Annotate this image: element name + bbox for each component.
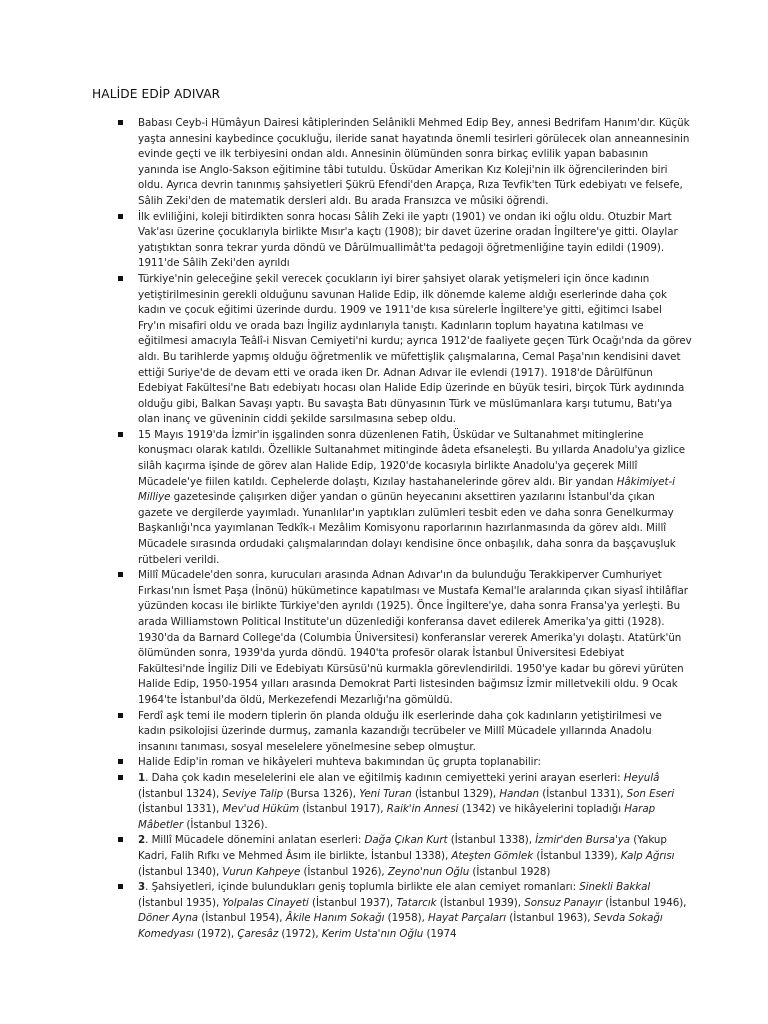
paragraph-text [138,428,692,568]
text-run: (1972), [193,927,238,940]
text-run: . Millî Mücadele dönemini anlatan eserleri: [145,834,365,847]
text-run: (İstanbul 1937), [308,896,397,909]
italic-title-text: Sonsuz Panayır [524,896,602,909]
document-title: HALİDE EDİP ADIVAR [92,87,221,101]
text-run: (İstanbul 1917), [299,803,387,816]
square-bullet-icon [118,432,123,437]
bullet-item [92,568,692,708]
bullet-list [92,116,692,942]
square-bullet-icon [118,884,123,889]
paragraph-text [138,272,692,428]
bullet-item [92,210,692,272]
square-bullet-icon [118,713,123,718]
text-run: (Bursa 1326), [283,787,360,800]
paragraph-text [138,833,692,880]
italic-title-text: Kalp Ağrısı [620,849,675,862]
text-run: (İstanbul 1963), [506,912,594,925]
text-run: Babası Ceyb-i Hümâyun Dairesi kâtiplerinden Selânikli Mehmed Edip Bey, annesi Bedrifam Hanım'dır. Küçük yaşta annesini kaybedince çocukluğu, ileride sanat hayatında önemli tesirleri görülecek olan anneannesinin evinde geçti ve ilk terbiyesini ondan aldı. Annesinin ölümünden sonra birkaç evlilik yapan babasının yanında ise Anglo-Sakson eğitimine tâbi tutuldu. Üsküdar Amerikan Kız Koleji'nin ilk öğrencilerinden biri oldu. Ayrıca devrin tanınmış şahsiyetleri Şükrü Efendi'den Arapça, Rıza Tevfik'ten Türk edebiyatı ve felsefe, Sâlih Zeki'den de matematik dersleri aldı. Bu arada Fransızca ve mûsiki öğrendi. [138,117,690,207]
text-run: (1972), [278,927,322,940]
text-run: (İstanbul 1954), [198,912,286,925]
italic-title-text: Heyulâ [623,771,660,784]
italic-title-text: İzmir'den Bursa'ya [535,834,631,847]
paragraph-text [138,880,692,942]
paragraph-text [138,771,692,833]
italic-title-text: Hayat Parçaları [428,912,507,925]
text-run: (Yakup Kadri, Falih Rıfkı ve Mehmed Âsım ile birlikte, İstanbul 1338), [138,834,667,862]
text-run: (İstanbul 1928) [469,865,551,878]
paragraph-text [138,116,692,210]
italic-title-text: Hâkimiyet-i Milliye [138,475,675,504]
bold-number-text: 3 [138,881,146,894]
italic-title-text: Sinekli Bakkal [579,881,651,894]
italic-title-text: Zeyno'nun Oğlu [387,865,470,878]
text-run: İlk evliliğini, koleji bitirdikten sonra hocası Sâlih Zeki ile yaptı (1901) ve ondan iki oğlu oldu. Otuzbir Mart Vak'ası üzerine çocuklarıyla birlikte Mısır'a kaçtı (1908); bir davet üzerine oradan İngiltere'ye gitti. Olaylar yatıştıktan sonra tekrar yurda döndü ve Dârülmuallimât'ta pedagoji öğretmenliğine tayin edildi (1909). 1911'de Sâlih Zeki'den ayrıldı [138,210,678,270]
bullet-item [92,428,692,568]
square-bullet-icon [118,120,123,125]
paragraph-text [138,755,692,771]
text-run: (İstanbul 1926), [300,865,388,878]
square-bullet-icon [118,276,123,281]
text-run: (İstanbul 1946), [602,896,687,909]
italic-title-text: Dağa Çıkan Kurt [364,834,448,847]
italic-title-text: Ateşten Gömlek [451,849,534,862]
italic-title-text: Âkile Hanım Sokağı [285,912,385,925]
text-run: (1958), [384,912,429,925]
italic-title-text: Yeni Turan [359,787,412,800]
bullet-item [92,116,692,210]
text-run: (İstanbul 1331), [138,803,223,816]
bold-number-text: 2 [138,834,146,847]
italic-title-text: Kerim Usta'nın Oğlu [321,927,424,940]
italic-title-text: Yolpalas Cinayeti [222,896,309,909]
bullet-item [92,771,692,833]
bullet-item [92,833,692,880]
italic-title-text: Çaresâz [237,927,279,940]
text-run: . Daha çok kadın meselelerini ele alan ve eğitilmiş kadının cemiyetteki yerini arayan eserleri: [145,771,624,784]
square-bullet-icon [118,775,123,780]
italic-title-text: Handan [499,787,540,800]
paragraph-text [138,709,692,756]
text-run: (İstanbul 1935), [138,896,223,909]
text-run: (1974 [423,927,457,940]
text-run: . Şahsiyetleri, içinde bulundukları geniş toplumla birlikte ele alan cemiyet romanları: [145,881,580,894]
text-run: (İstanbul 1338), [447,834,536,847]
text-run: (1342) ve hikâyelerini topladığı [458,803,625,816]
italic-title-text: Tatarcık [396,896,437,909]
text-run: Halide Edip'in roman ve hikâyeleri muhteva bakımından üç grupta toplanabilir: [138,756,541,769]
italic-title-text: Sevda Sokağı Komedyası [138,912,663,940]
italic-title-text: Vurun Kahpeye [222,865,301,878]
bullet-item [92,755,692,771]
paragraph-text [138,210,692,272]
text-run: (İstanbul 1339), [533,849,621,862]
text-run: Türkiye'nin geleceğine şekil verecek çocukların iyi birer şahsiyet olarak yetişmeleri için önce kadının yetiştirilmesinin gerekli olduğunu savunan Halide Edip, ilk dönemde kaleme aldığı eserlerinde daha çok kadın ve çocuk eğitimi üzerinde durdu. 1909 ve 1911'de kısa sürelerle İngiltere'ye gitti, eğitimci Isabel Fry'ın misafiri oldu ve orada bazı İngiliz aydınlarıyla tanıştı. Kadınların toplum hayatına katılması ve eğitilmesi amacıyla Teâlî-i Nisvan Cemiyeti'ni kurdu; ayrıca 1912'de faaliyete geçen Türk Ocağı'nda da görev aldı. Bu tarihlerde yapmış olduğu öğretmenlik ve müfettişlik çalışmalarına, Cemal Paşa'nın kendisini davet ettiği Suriye'de de devam etti ve orada iken Dr. Adnan Adıvar ile evlendi (1917). 1918'de Dârülfünun Edebiyat Fakültesi'ne Batı edebiyatı hocası olan Halide Edip üzerinde en büyük tesiri, birçok Türk aydınında olduğu gibi, Balkan Savaşı yaptı. Bu savaşta Batı dünyasının Türk ve müslümanlara karşı tutumu, Batı'ya olan inanç ve güveninin ciddi şekilde sarsılmasına sebep oldu. [138,272,692,426]
square-bullet-icon [118,214,123,219]
italic-title-text: Harap Mâbetler [138,803,656,831]
italic-title-text: Seviye Talip [222,787,284,800]
bullet-item [92,272,692,428]
text-run: (İstanbul 1340), [138,865,223,878]
text-run: (İstanbul 1326). [183,818,268,831]
text-run: (İstanbul 1939), [436,896,525,909]
paragraph-text [138,568,692,708]
text-run: Ferdî aşk temi ile modern tiplerin ön planda olduğu ilk eserlerinde daha çok kadınların yetiştirilmesi ve kadın psikolojisi üzerinde durmuş, zamanla kazandığı tecrübeler ve Millî Mücadele yıllarında Anadolu insanını tanıması, sosyal meselelere yönelmesine sebep olmuştur. [138,709,662,753]
italic-title-text: Raik'in Annesi [386,803,459,816]
square-bullet-icon [118,572,123,577]
bullet-item [92,880,692,942]
bold-number-text: 1 [138,771,146,784]
italic-title-text: Mev'ud Hüküm [222,803,300,816]
text-run: Millî Mücadele'den sonra, kurucuları arasında Adnan Adıvar'ın da bulunduğu Terakkiperver Cumhuriyet Fırkası'nın İsmet Paşa (İnönü) hükümetince kapatılması ve Mustafa Kemal'le aralarında çıkan siyasî ihtilâflar yüzünden kocası ile birlikte Türkiye'den ayrıldı (1925). Önce İngiltere'ye, daha sonra Fransa'ya yerleşti. Bu arada Williamstown Political Institute'un düzenlediği konferansa davet edilerek Amerika'ya gitti (1928). 1930'da da Barnard College'da (Columbia Üniversitesi) konferanslar vererek Amerika'yı dolaştı. Atatürk'ün ölümünden sonra, 1939'da yurda döndü. 1940'ta profesör olarak İstanbul Üniversitesi Edebiyat Fakültesi'nde İngiliz Dili ve Edebiyatı Kürsüsü'nü kurmakla görevlendirildi. 1950'ye kadar bu görevi yürüten Halide Edip, 1950-1954 yılları arasında Demokrat Parti listesinden bağımsız İzmir milletvekili oldu. 9 Ocak 1964'te İstanbul'da öldü, Merkezefendi Mezarlığı'na gömüldü. [138,569,688,706]
text-run: (İstanbul 1324), [138,787,223,800]
italic-title-text: Döner Ayna [138,912,199,925]
italic-title-text: Son Eseri [626,787,675,800]
text-run: (İstanbul 1329), [411,787,500,800]
square-bullet-icon [118,759,123,764]
text-run: gazetesinde çalışırken diğer yandan o günün heyecanını aksettiren yazılarını İstanbul'da çıkan gazete ve dergilerde yayımladı. Yunanlılar'ın yaptıkları zulümleri tesbit eden ve daha sonra Genelkurmay Başkanlığı'nca yayımlanan Tedkîk-ı Mezâlim Komisyonu raporlarının hazırlanmasında da görev aldı. Millî Mücadele sırasında ordudaki çalışmalarından dolayı kendisine önce onbaşılık, daha sonra da başçavuşluk rütbeleri verildi. [138,491,676,566]
bullet-item [92,709,692,756]
square-bullet-icon [118,837,123,842]
text-run: 15 Mayıs 1919'da İzmir'in işgalinden sonra düzenlenen Fatih, Üsküdar ve Sultanahmet mitinglerine konuşmacı olarak katıldı. Özellikle Sultanahmet mitinginde âdeta efsaneleşti. Bu yıllarda Anadolu'ya gizlice silâh kaçırma işinde de görev alan Halide Edip, 1920'de kocasıyla birlikte Anadolu'ya geçerek Millî Mücadele'ye fiilen katıldı. Cephelerde dolaştı, Kızılay hastahanelerinde görev aldı. Bir yandan [138,428,686,488]
text-run: (İstanbul 1331), [539,787,627,800]
